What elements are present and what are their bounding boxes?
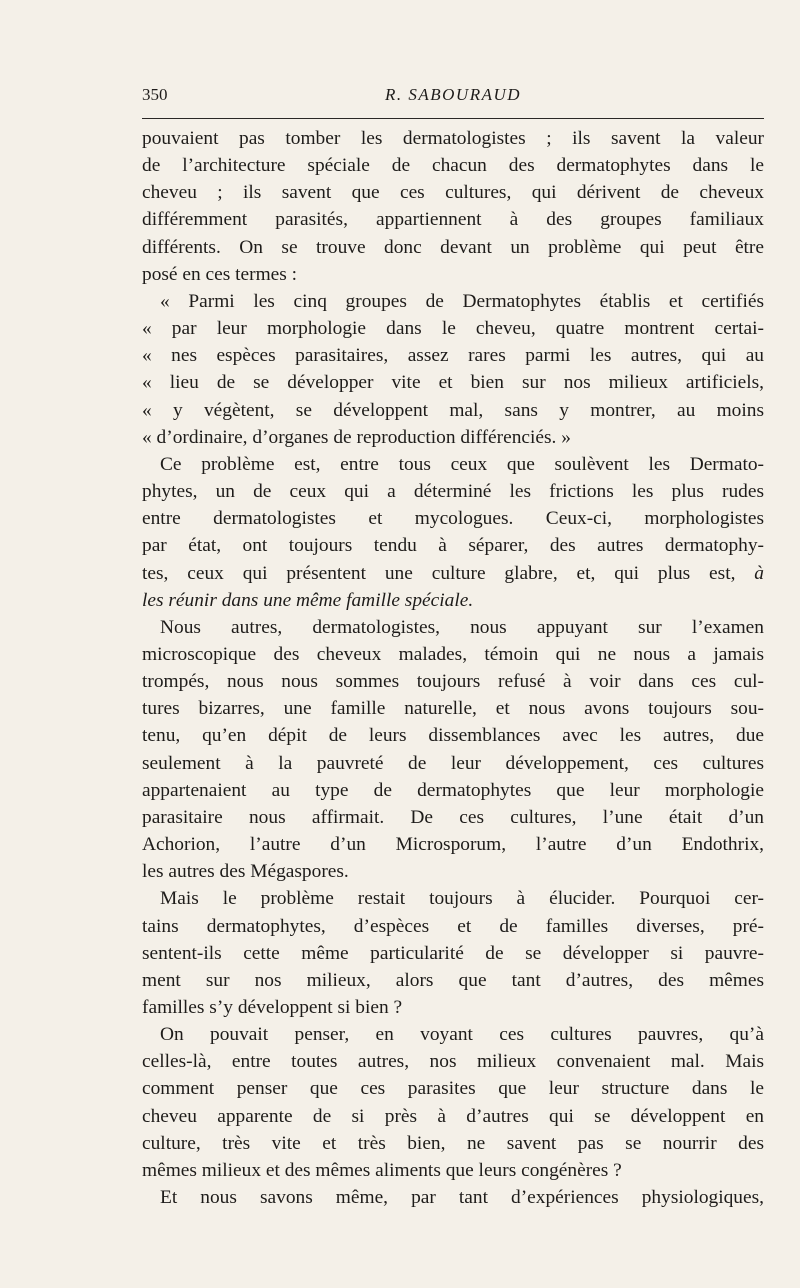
text-line: « lieu de se développer vite et bien sur nos milieux artificiels, <box>142 372 764 394</box>
text-line: par état, ont toujours tendu à séparer, des autres dermatophy- <box>142 535 764 557</box>
paragraph <box>142 614 764 886</box>
text-line: différents. On se trouve donc devant un problème qui peut être <box>142 236 764 258</box>
text-line: Achorion, l’autre d’un Microsporum, l’autre d’un Endothrix, <box>142 834 764 856</box>
italic-start: à <box>754 562 764 584</box>
text-line: sentent-ils cette même particularité de se développer si pauvre- <box>142 942 764 964</box>
text-line: posé en ces termes : <box>142 263 298 285</box>
text-line: différemment parasités, appartiennent à des groupes familiaux <box>142 209 764 231</box>
text-line: entre dermatologistes et mycologues. Ceux-ci, morphologistes <box>142 508 764 530</box>
text-line: phytes, un de ceux qui a déterminé les frictions les plus rudes <box>142 481 764 503</box>
text-line: appartenaient au type de dermatophytes que leur morphologie <box>142 779 764 801</box>
italic-text-line: les réunir dans une même famille spéciale. <box>142 589 474 611</box>
paragraph <box>142 125 764 288</box>
running-title: R. SABOURAUD <box>384 85 522 104</box>
text-line: mêmes milieux et des mêmes aliments que leurs congénères ? <box>142 1159 622 1181</box>
text-line: comment penser que ces parasites que leur structure dans le <box>142 1078 764 1100</box>
text-line: tures bizarres, une famille naturelle, et nous avons toujours sou- <box>142 698 764 720</box>
paragraph <box>142 451 764 614</box>
text-line: « y végètent, se développent mal, sans y montrer, au moins <box>142 399 764 421</box>
text-line: trompés, nous nous sommes toujours refusé à voir dans ces cul- <box>142 671 764 693</box>
paragraph <box>142 1184 764 1211</box>
text-line: Et nous savons même, par tant d’expériences physiologiques, <box>160 1187 764 1209</box>
text-line: « Parmi les cinq groupes de Dermatophytes établis et certifiés <box>160 290 764 312</box>
text-line: Ce problème est, entre tous ceux que soulèvent les Dermato- <box>160 453 764 475</box>
text-line: pouvaient pas tomber les dermatologistes ; ils savent la valeur <box>142 128 764 149</box>
paragraph <box>142 885 764 1021</box>
text-line: cheveu ; ils savent que ces cultures, qui dérivent de cheveux <box>142 182 764 204</box>
text-line: familles s’y développent si bien ? <box>142 997 403 1018</box>
text-line: « d’ordinaire, d’organes de reproduction différenciés. » <box>142 426 571 448</box>
page-number: 350 <box>142 85 168 104</box>
page-header <box>142 82 764 108</box>
text-segment: tes, ceux qui présentent une culture glabre, et, qui plus est, <box>142 562 736 584</box>
text-line: Nous autres, dermatologistes, nous appuyant sur l’examen <box>160 616 764 638</box>
text-line: seulement à la pauvreté de leur développement, ces cultures <box>142 752 764 774</box>
text-line: les autres des Mégaspores. <box>142 861 349 883</box>
paragraph <box>142 1021 764 1184</box>
text-line: microscopique des cheveux malades, témoin qui ne nous a jamais <box>142 643 764 665</box>
text-line: Mais le problème restait toujours à élucider. Pourquoi cer- <box>160 888 764 910</box>
text-line: culture, très vite et très bien, ne savent pas se nourrir des <box>142 1132 764 1154</box>
text-line: On pouvait penser, en voyant ces cultures pauvres, qu’à <box>160 1024 764 1046</box>
text-line: tenu, qu’en dépit de leurs dissemblances avec les autres, due <box>142 725 764 747</box>
body-text <box>142 125 764 1211</box>
header-rule <box>142 118 764 119</box>
text-line: « par leur morphologie dans le cheveu, quatre montrent certai- <box>142 318 764 340</box>
text-line: celles-là, entre toutes autres, nos milieux convenaient mal. Mais <box>142 1051 764 1073</box>
book-page <box>142 82 764 1211</box>
text-line: tains dermatophytes, d’espèces et de familles diverses, pré- <box>142 915 764 937</box>
text-line: ment sur nos milieux, alors que tant d’autres, des mêmes <box>142 969 764 991</box>
quotation-paragraph <box>142 288 764 451</box>
text-line: « nes espèces parasitaires, assez rares parmi les autres, qui au <box>142 345 764 367</box>
text-line: parasitaire nous affirmait. De ces cultures, l’une était d’un <box>142 806 764 828</box>
text-line <box>142 560 764 587</box>
text-line: cheveu apparente de si près à d’autres qui se développent en <box>142 1105 764 1127</box>
text-line: de l’architecture spéciale de chacun des dermatophytes dans le <box>142 155 764 177</box>
